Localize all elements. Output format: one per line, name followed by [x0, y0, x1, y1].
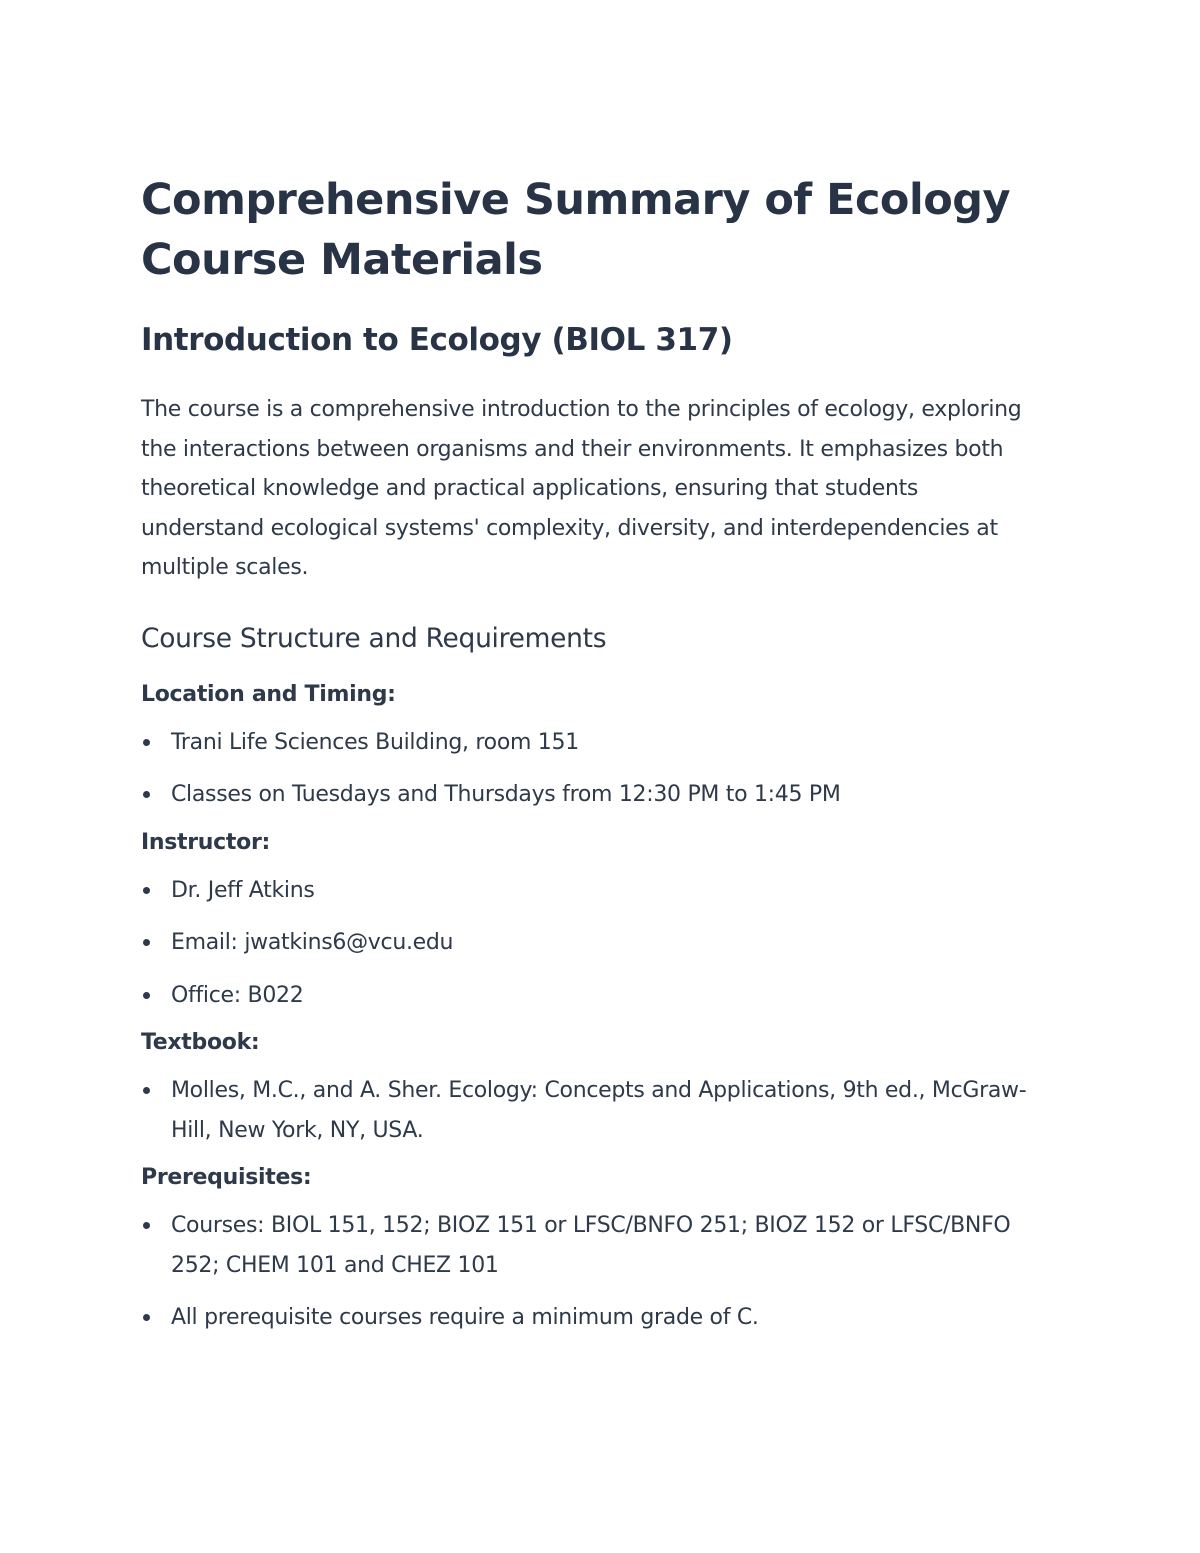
- list-item-text: Classes on Tuesdays and Thursdays from 12:30 PM to 1:45 PM: [171, 782, 841, 807]
- list-item: [141, 976, 1041, 1016]
- bullet-icon: [143, 739, 150, 746]
- list-item: [141, 1206, 1041, 1285]
- intro-paragraph: The course is a comprehensive introduction to the principles of ecology, exploring the interactions between organisms and their environments. It emphasizes both theoretical knowledge and practical applications, ensuring that students understand ecological systems' complexity, diversity, and interdependencies at multiple scales.: [141, 397, 1022, 580]
- list-item-text: Dr. Jeff Atkins: [171, 877, 315, 903]
- list-item: [141, 1071, 1041, 1150]
- list-item-text: Trani Life Sciences Building, room 151: [171, 729, 579, 755]
- bullet-icon: [143, 791, 150, 798]
- list-item-text: Office: B022: [171, 982, 304, 1008]
- textbook-label: Textbook:: [141, 1030, 260, 1055]
- prerequisites-list: [141, 1206, 1041, 1338]
- document-title: Comprehensive Summary of Ecology Course Materials: [141, 175, 1011, 285]
- location-list: [141, 723, 1041, 815]
- list-item-text: Courses: BIOL 151, 152; BIOZ 151 or LFSC/BNFO 251; BIOZ 152 or LFSC/BNFO 252; CHEM 101 and CHEZ 101: [171, 1213, 1011, 1278]
- list-item: [141, 923, 1041, 963]
- bullet-icon: [143, 939, 150, 946]
- bullet-icon: [143, 1087, 150, 1094]
- list-item: [141, 1298, 1041, 1338]
- location-label: Location and Timing:: [141, 681, 396, 707]
- textbook-list: [141, 1071, 1041, 1150]
- bullet-icon: [143, 887, 150, 894]
- list-item-text: Molles, M.C., and A. Sher. Ecology: Concepts and Applications, 9th ed., McGraw-Hill, New York, NY, USA.: [171, 1078, 1027, 1143]
- subsection-title: Course Structure and Requirements: [141, 622, 607, 654]
- document-page: [141, 170, 1041, 1338]
- list-item: [141, 723, 1041, 763]
- bullet-icon: [143, 1314, 150, 1321]
- instructor-email: Email: jwatkins6@vcu.edu: [171, 930, 454, 955]
- list-item-text: All prerequisite courses require a minimum grade of C.: [171, 1305, 759, 1330]
- instructor-list: [141, 871, 1041, 1016]
- prerequisites-label: Prerequisites:: [141, 1165, 312, 1190]
- list-item: [141, 871, 1041, 911]
- bullet-icon: [143, 1222, 150, 1229]
- instructor-label: Instructor:: [141, 829, 270, 855]
- section-title: Introduction to Ecology (BIOL 317): [141, 322, 733, 358]
- list-item: [141, 775, 1041, 815]
- bullet-icon: [143, 992, 150, 999]
